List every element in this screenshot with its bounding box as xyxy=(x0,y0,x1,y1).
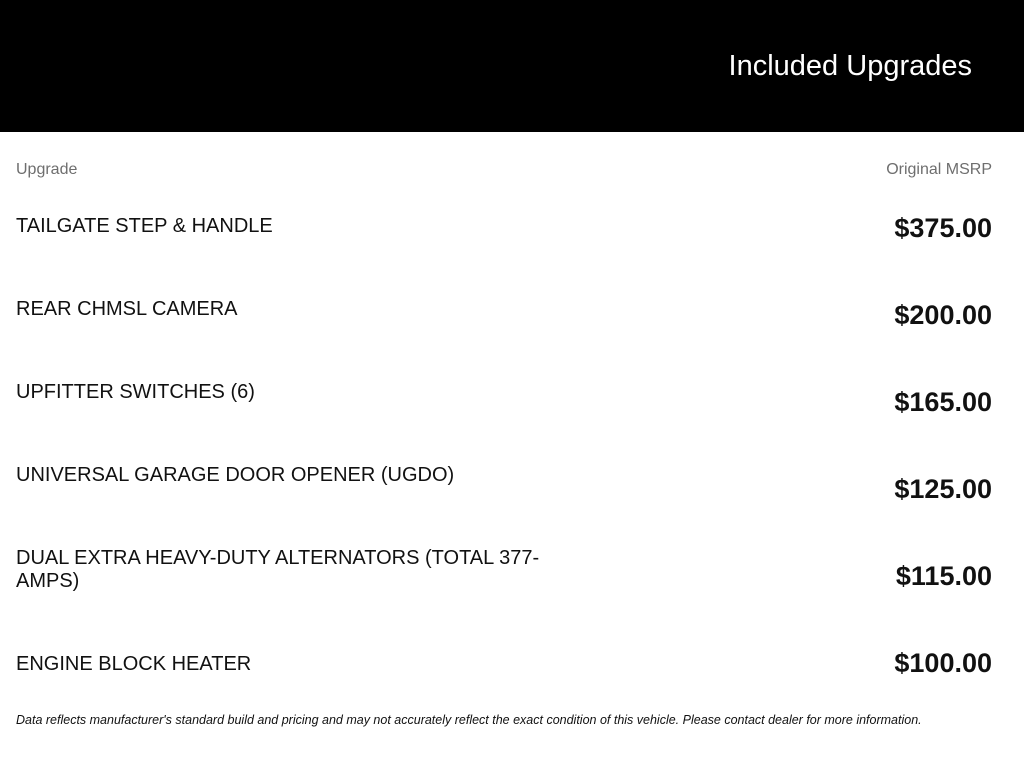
upgrade-price: $100.00 xyxy=(894,648,992,678)
list-item xyxy=(16,298,992,358)
page-title: Included Upgrades xyxy=(728,50,972,82)
column-header-upgrade: Upgrade xyxy=(16,161,78,178)
upgrade-name: UPFITTER SWITCHES (6) xyxy=(16,381,255,403)
upgrade-name: UNIVERSAL GARAGE DOOR OPENER (UGDO) xyxy=(16,464,455,486)
upgrade-name: DUAL EXTRA HEAVY-DUTY ALTERNATORS (TOTAL 377-AMPS) xyxy=(16,547,540,592)
upgrade-price: $125.00 xyxy=(894,474,992,504)
list-item xyxy=(16,381,992,441)
column-header-msrp: Original MSRP xyxy=(886,161,992,178)
upgrade-name: REAR CHMSL CAMERA xyxy=(16,298,238,320)
upgrade-price: $200.00 xyxy=(894,300,992,330)
table-header xyxy=(16,160,992,180)
page-header xyxy=(0,0,1024,132)
list-item xyxy=(16,215,992,275)
list-item xyxy=(16,547,992,607)
upgrade-name: ENGINE BLOCK HEATER xyxy=(16,653,252,675)
upgrade-price: $375.00 xyxy=(894,213,992,243)
upgrade-price: $165.00 xyxy=(894,387,992,417)
list-item xyxy=(16,648,992,713)
upgrade-price: $115.00 xyxy=(895,561,992,591)
upgrade-name: TAILGATE STEP & HANDLE xyxy=(16,215,273,237)
list-item xyxy=(16,464,992,524)
disclaimer-text: Data reflects manufacturer's standard build and pricing and may not accurately reflect the exact condition of this vehicle. Please contact dealer for more information. xyxy=(16,713,922,727)
